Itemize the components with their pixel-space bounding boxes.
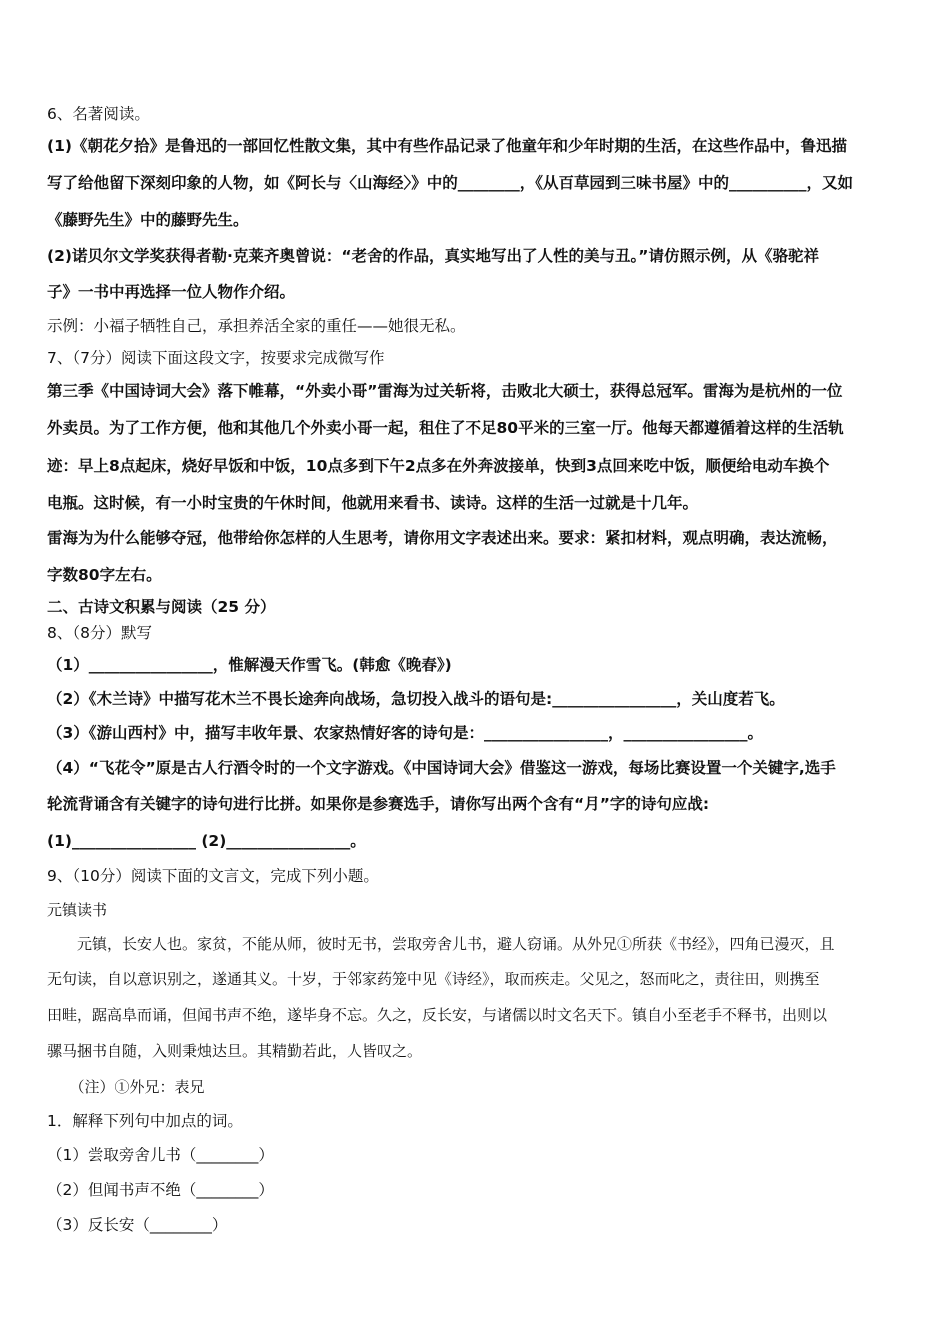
question-9-title: 9、（10分）阅读下面的文言文，完成下列小题。 — [47, 867, 379, 885]
question-7-task-line2: 字数80字左右。 — [47, 566, 162, 584]
question-6-part1-line1: (1)《朝花夕拾》是鲁迅的一部回忆性散文集，其中有些作品记录了他童年和少年时期的生活，在这些作品中，鲁迅描 — [47, 137, 847, 155]
section-2-heading: 二、古诗文积累与阅读（25 分） — [47, 598, 276, 616]
passage-note: （注）①外兄：表兄 — [47, 1078, 205, 1096]
question-7-body-line4: 电瓶。这时候，有一小时宝贵的午休时间，他就用来看书、读诗。这样的生活一过就是十几年。 — [47, 494, 699, 512]
question-7-body-line1: 第三季《中国诗词大会》落下帷幕，“外卖小哥”雷海为过关斩将，击败北大硕士，获得总冠军。雷海为是杭州的一位 — [47, 382, 843, 400]
question-7-title: 7、（7分）阅读下面这段文字，按要求完成微写作 — [47, 349, 385, 367]
question-7-body-line3: 迹：早上8点起床，烧好早饭和中饭，10点多到下午2点多在外奔波接单，快到3点回来吃中饭，顺便给电动车换个 — [47, 457, 830, 475]
sub-question-title: 1．解释下列句中加点的词。 — [47, 1112, 243, 1130]
question-8-item4-line1: （4）“飞花令”原是古人行酒令时的一个文字游戏。《中国诗词大会》借鉴这一游戏，每场比赛设置一个关键字,选手 — [47, 759, 836, 777]
question-8-item2: （2）《木兰诗》中描写花木兰不畏长途奔向战场，急切投入战斗的语句是:________________，关山度若飞。 — [47, 690, 785, 708]
question-8-item3: （3）《游山西村》中，描写丰收年景、农家热情好客的诗句是：________________，________________。 — [47, 724, 764, 742]
question-6-title: 6、名著阅读。 — [47, 105, 150, 123]
passage-line4: 骡马捆书自随，入则秉烛达旦。其精勤若此，人皆叹之。 — [47, 1042, 423, 1060]
question-7-body-line2: 外卖员。为了工作方便，他和其他几个外卖小哥一起，租住了不足80平米的三室一厅。他每天都遵循着这样的生活轨 — [47, 419, 844, 437]
question-6-part2-line1: (2)诺贝尔文学奖获得者勒·克莱齐奥曾说：“老舍的作品，真实地写出了人性的美与丑。”请仿照示例，从《骆驼祥 — [47, 247, 819, 265]
question-6-part1-line2: 写了给他留下深刻印象的人物，如《阿长与〈山海经〉》中的________，《从百草园到三味书屋》中的__________，又如 — [47, 174, 854, 192]
passage-line2: 无句读，自以意识别之，遂通其义。十岁，于邻家药笼中见《诗经》，取而疾走。父见之，怒而叱之，责往田，则携至 — [47, 970, 820, 988]
sub-question-item1: （1）尝取旁舍儿书（________） — [47, 1146, 274, 1164]
sub-question-item3: （3）反长安（________） — [47, 1216, 228, 1234]
passage-title: 元镇读书 — [47, 901, 108, 919]
passage-line3: 田畦，踞高阜而诵，但闻书声不绝，遂毕身不忘。久之，反长安，与诸儒以时文名天下。镇自小至老手不释书，出则以 — [47, 1006, 828, 1024]
question-8-item4-line3: (1)________________ (2)________________。 — [47, 832, 366, 850]
question-8-title: 8、（8分）默写 — [47, 624, 152, 642]
question-6-part1-line3: 《藤野先生》中的藤野先生。 — [47, 211, 249, 229]
question-6-example: 示例：小福子牺牲自己，承担养活全家的重任——她很无私。 — [47, 317, 466, 335]
passage-line1: 元镇，长安人也。家贫，不能从师，彼时无书，尝取旁舍儿书，避人窃诵。从外兄①所获《书经》，四角已漫灭，且 — [47, 935, 835, 953]
sub-question-item2: （2）但闻书声不绝（________） — [47, 1181, 274, 1199]
question-8-item1: （1）________________，惟解漫天作雪飞。(韩愈《晚春》) — [47, 656, 452, 674]
question-8-item4-line2: 轮流背诵含有关键字的诗句进行比拼。如果你是参赛选手，请你写出两个含有“月”字的诗句应战: — [47, 795, 710, 813]
question-6-part2-line2: 子》一书中再选择一位人物作介绍。 — [47, 283, 296, 301]
question-7-task-line1: 雷海为为什么能够夺冠，他带给你怎样的人生思考，请你用文字表述出来。要求：紧扣材料，观点明确，表达流畅， — [47, 529, 838, 547]
